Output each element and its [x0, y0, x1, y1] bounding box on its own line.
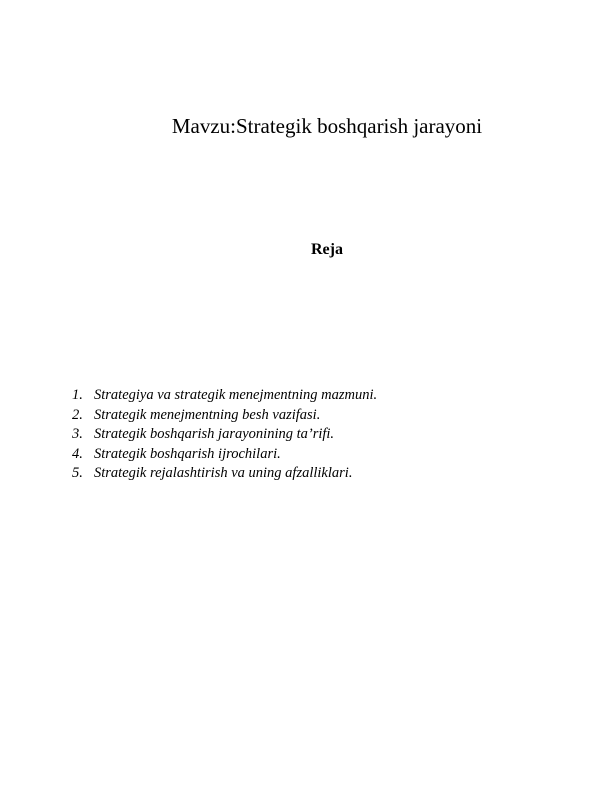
plan-item-number: 2.	[72, 406, 83, 423]
plan-item-number: 4.	[72, 445, 83, 462]
plan-item-number: 1.	[72, 387, 83, 403]
plan-item-5	[72, 464, 572, 484]
plan-list	[72, 386, 572, 484]
plan-item-4	[72, 445, 572, 465]
plan-item-text: Strategiya va strategik menejmentning mazmuni.	[94, 387, 378, 403]
plan-heading: Reja	[311, 241, 343, 258]
plan-item-1	[72, 386, 572, 406]
plan-item-number: 3.	[72, 426, 83, 442]
document-title: Mavzu:Strategik boshqarish jarayoni	[171, 114, 483, 138]
plan-item-2	[72, 406, 572, 426]
plan-item-text: Strategik boshqarish ijrochilari.	[94, 445, 281, 462]
plan-item-text: Strategik rejalashtirish va uning afzalliklari.	[94, 465, 353, 481]
plan-item-text: Strategik menejmentning besh vazifasi.	[94, 406, 321, 423]
plan-item-number: 5.	[72, 465, 83, 481]
plan-item-3	[72, 425, 572, 445]
plan-item-text: Strategik boshqarish jarayonining ta’rifi.	[94, 426, 335, 442]
